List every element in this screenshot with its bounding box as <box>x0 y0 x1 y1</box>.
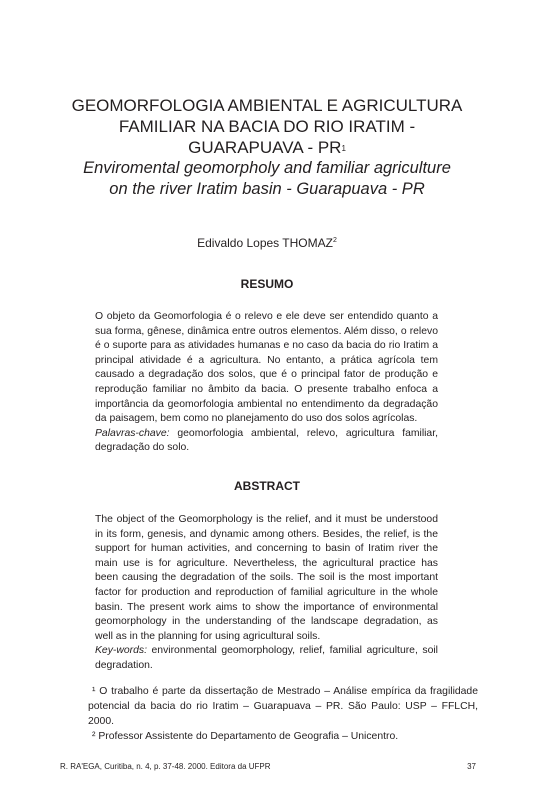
footnote-1: ¹ O trabalho é parte da dissertação de Mestrado – Análise empírica da fragilidade potencial da bacia do rio Iratim – Guarapuava – PR. São Paulo: USP – FFLCH, 2000. <box>88 686 478 727</box>
abstract-keywords-text: environmental geomorphology, relief, familial agriculture, soil degradation. <box>95 645 438 671</box>
footnote-2: ² Professor Assistente do Departamento de Geografia – Unicentro. <box>92 731 399 742</box>
resumo-keywords <box>95 427 438 456</box>
abstract-keywords <box>95 644 438 673</box>
author-line <box>0 236 534 250</box>
abstract-body: The object of the Geomorphology is the relief, and it must be understood in its form, genesis, and dynamic among others. Besides, the relief, is the support for human activities, and concerning to basin of Iratim river the main use is for agriculture. Nevertheless, the agricultural practice has been causing the degradation of the soils. The soil is the most important factor for production and reproduction of familial agriculture in the whole basin. The present work aims to show the importance of environmental geomorphology in the understanding of the landscape degradation, as well as in the planning for using agricultural soils. <box>95 514 438 642</box>
abstract-section <box>95 513 438 674</box>
title-line-3: GUARAPUAVA - PR <box>188 138 342 157</box>
resumo-body: O objeto da Geomorfologia é o relevo e ele deve ser entendido quanto a sua forma, gênese, dinâmica entre outros elementos. Além disso, o relevo é o suporte para as atividades humanas e no caso da bacia do rio Iratim a principal atividade é a agricultura. No entanto, a prática agrícola tem causado a degradação dos solos, que é o principal fator de produção e reprodução familiar no âmbito da bacia. O presente trabalho enfoca a importância da geomorfologia ambiental no entendimento da degradação da paisagem, bem como no planejamento do uso dos solos agrícolas. <box>95 311 438 425</box>
resumo-keywords-label: Palavras-chave: <box>95 427 170 439</box>
abstract-keywords-label: Key-words: <box>95 645 147 657</box>
title-line-1: GEOMORFOLOGIA AMBIENTAL E AGRICULTURA <box>71 96 463 115</box>
author-footnote-marker: 2 <box>332 237 337 244</box>
title-portuguese <box>40 95 494 158</box>
footnotes <box>88 684 478 744</box>
subtitle-line-2: on the river Iratim basin - Guarapuava - PR <box>109 180 425 198</box>
title-line-2: FAMILIAR NA BACIA DO RIO IRATIM - <box>118 117 416 136</box>
page-number: 37 <box>467 762 476 771</box>
title-footnote-marker: 1 <box>341 144 346 153</box>
title-block <box>40 95 494 200</box>
author-name: Edivaldo Lopes THOMAZ <box>197 236 333 250</box>
abstract-heading: ABSTRACT <box>234 479 300 493</box>
subtitle-line-1: Enviromental geomorpholy and familiar agriculture <box>83 159 451 177</box>
resumo-section <box>95 310 438 456</box>
page-footer <box>60 762 476 771</box>
resumo-keywords-text: geomorfologia ambiental, relevo, agricultura familiar, degradação do solo. <box>95 427 438 454</box>
resumo-heading: RESUMO <box>240 277 294 291</box>
title-english <box>40 158 494 200</box>
journal-citation: R. RA'EGA, Curitiba, n. 4, p. 37-48. 2000. Editora da UFPR <box>60 762 271 771</box>
